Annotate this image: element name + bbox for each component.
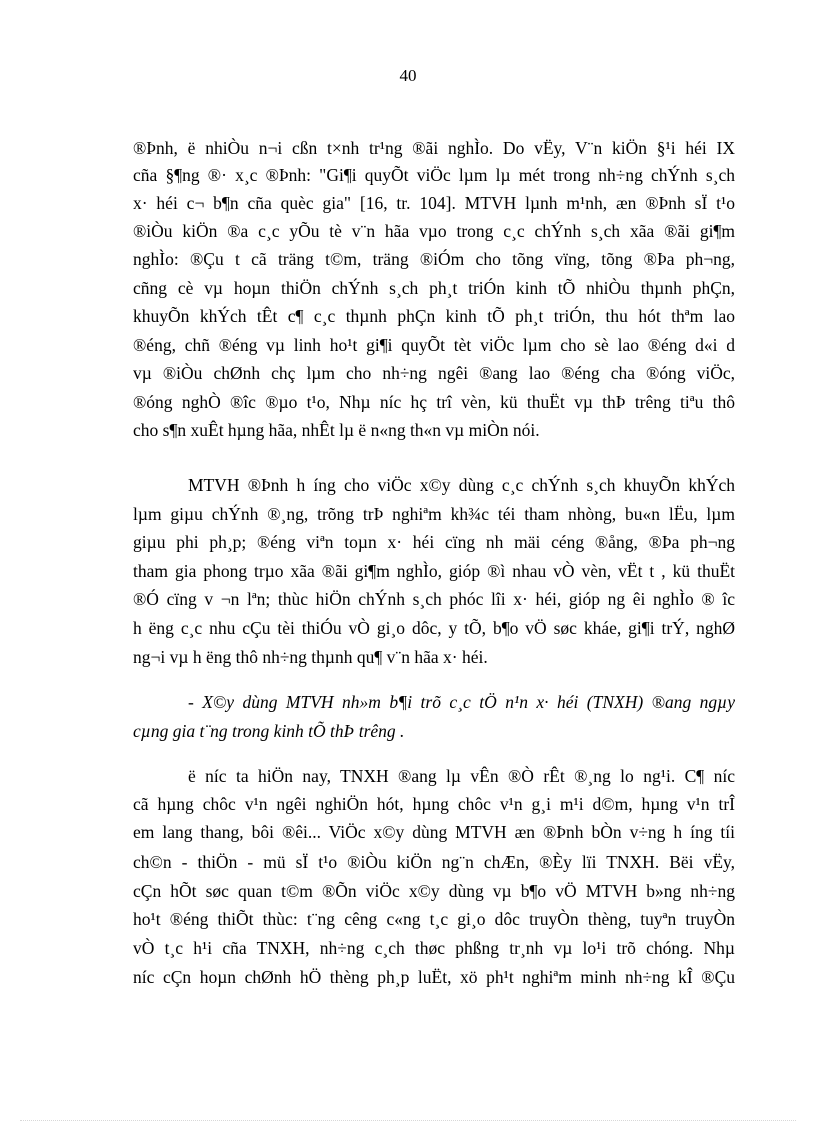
page-bottom-rule bbox=[20, 1120, 796, 1121]
text-line: MTVH ®Þnh h íng cho viÖc x©y dùng c¸c chÝnh s¸ch khuyÕn khÝch bbox=[188, 475, 735, 495]
text-line: em lang thang, bôi ®êi... ViÖc x©y dùng MTVH æn ®Þnh bÒn v÷ng h íng tíi bbox=[133, 822, 735, 842]
text-line: cho s¶n xuÊt hµng hãa, nhÊt lµ ë n«ng th«n vµ miÒn nói. bbox=[133, 420, 540, 440]
text-line: cña §¶ng ®· x¸c ®Þnh: "Gi¶i quyÕt viÖc lµm lµ mét trong nh÷ng chÝnh s¸ch bbox=[133, 165, 735, 185]
section-heading-line: cµng gia t¨ng trong kinh tÕ thÞ trêng . bbox=[133, 721, 405, 741]
text-line: níc cÇn hoµn chØnh hÖ thèng ph¸p luËt, xö ph¹t nghiªm minh nh÷ng kÎ ®Çu bbox=[133, 967, 735, 987]
text-line: khuyÕn khÝch tÊt c¶ c¸c thµnh phÇn kinh tÕ ph¸t triÓn, thu hót thªm lao bbox=[133, 306, 735, 326]
text-line: ®iÒu kiÖn ®a c¸c yÕu tè v¨n hãa vµo trong c¸c chÝnh s¸ch xãa ®ãi gi¶m bbox=[133, 221, 735, 241]
section-heading-line: - X©y dùng MTVH nh»m b¶i trõ c¸c tÖ n¹n x· héi (TNXH) ®ang ngµy bbox=[188, 692, 735, 712]
text-line: lµm giµu chÝnh ®¸ng, trõng trÞ nghiªm kh¾c téi tham nhòng, bu«n lËu, lµm bbox=[133, 504, 735, 524]
text-line: ®Þnh, ë nhiÒu n¬i cßn t×nh tr¹ng ®ãi nghÌo. Do vËy, V¨n kiÖn §¹i héi IX bbox=[133, 138, 735, 158]
text-line: giµu phi ph¸p; ®éng viªn toµn x· héi cïng nh mäi céng ®ång, ®Þa ph¬ng bbox=[133, 532, 735, 552]
text-line: cÇn hÕt søc quan t©m ®Õn viÖc x©y dùng vµ b¶o vÖ MTVH b»ng nh÷ng bbox=[133, 881, 735, 901]
text-line: ®Ó cïng v ¬n lªn; thùc hiÖn chÝnh s¸ch phóc lîi x· héi, gióp ng êi nghÌo ® îc bbox=[133, 589, 735, 609]
text-line: vµ ®iÒu chØnh chç lµm cho nh÷ng ngêi ®ang lao ®éng cha ®óng viÖc, bbox=[133, 363, 735, 383]
text-line: tham gia phong trµo xãa ®ãi gi¶m nghÌo, gióp ®ì nhau vÒ vèn, vËt t , kü thuËt bbox=[133, 561, 735, 581]
text-line: ®óng nghÒ ®îc ®µo t¹o, Nhµ níc hç trî vèn, kü thuËt vµ thÞ trêng tiªu thô bbox=[133, 392, 735, 412]
text-line: nghÌo: ®Çu t cã träng t©m, träng ®iÓm cho tõng vïng, tõng ®Þa ph¬ng, bbox=[133, 249, 735, 269]
text-line: ë níc ta hiÖn nay, TNXH ®ang lµ vÊn ®Ò rÊt ®¸ng lo ng¹i. C¶ níc bbox=[188, 766, 735, 786]
text-line: x· héi c¬ b¶n cña quèc gia" [16, tr. 104]. MTVH lµnh m¹nh, æn ®Þnh sÏ t¹o bbox=[133, 193, 735, 213]
text-line: ho¹t ®éng thiÕt thùc: t¨ng cêng c«ng t¸c gi¸o dôc truyÒn thèng, tuyªn truyÒn bbox=[133, 909, 735, 929]
page-number: 40 bbox=[399, 66, 417, 85]
text-line: ch©n - thiÖn - mü sÏ t¹o ®iÒu kiÖn ng¨n chÆn, ®Èy lïi TNXH. Bëi vËy, bbox=[133, 852, 735, 872]
text-line: vÒ t¸c h¹i cña TNXH, nh÷ng c¸ch thøc phßng tr¸nh vµ lo¹i trõ chóng. Nhµ bbox=[133, 938, 735, 958]
text-line: cã hµng chôc v¹n ngêi nghiÖn hót, hµng chôc v¹n g¸i m¹i d©m, hµng v¹n trÎ bbox=[133, 794, 735, 814]
text-line: ®éng, chñ ®éng vµ linh ho¹t gi¶i quyÕt tèt viÖc lµm cho sè lao ®éng d«i d bbox=[133, 335, 735, 355]
text-line: h ëng c¸c nhu cÇu tèi thiÓu vÒ gi¸o dôc, y tÕ, b¶o vÖ søc kháe, gi¶i trÝ, nghØ bbox=[133, 618, 735, 638]
text-line: cñng cè vµ hoµn thiÖn chÝnh s¸ch ph¸t triÓn kinh tÕ nhiÒu thµnh phÇn, bbox=[133, 278, 735, 298]
text-line: ng¬i vµ h ëng thô nh÷ng thµnh qu¶ v¨n hãa x· héi. bbox=[133, 647, 488, 667]
